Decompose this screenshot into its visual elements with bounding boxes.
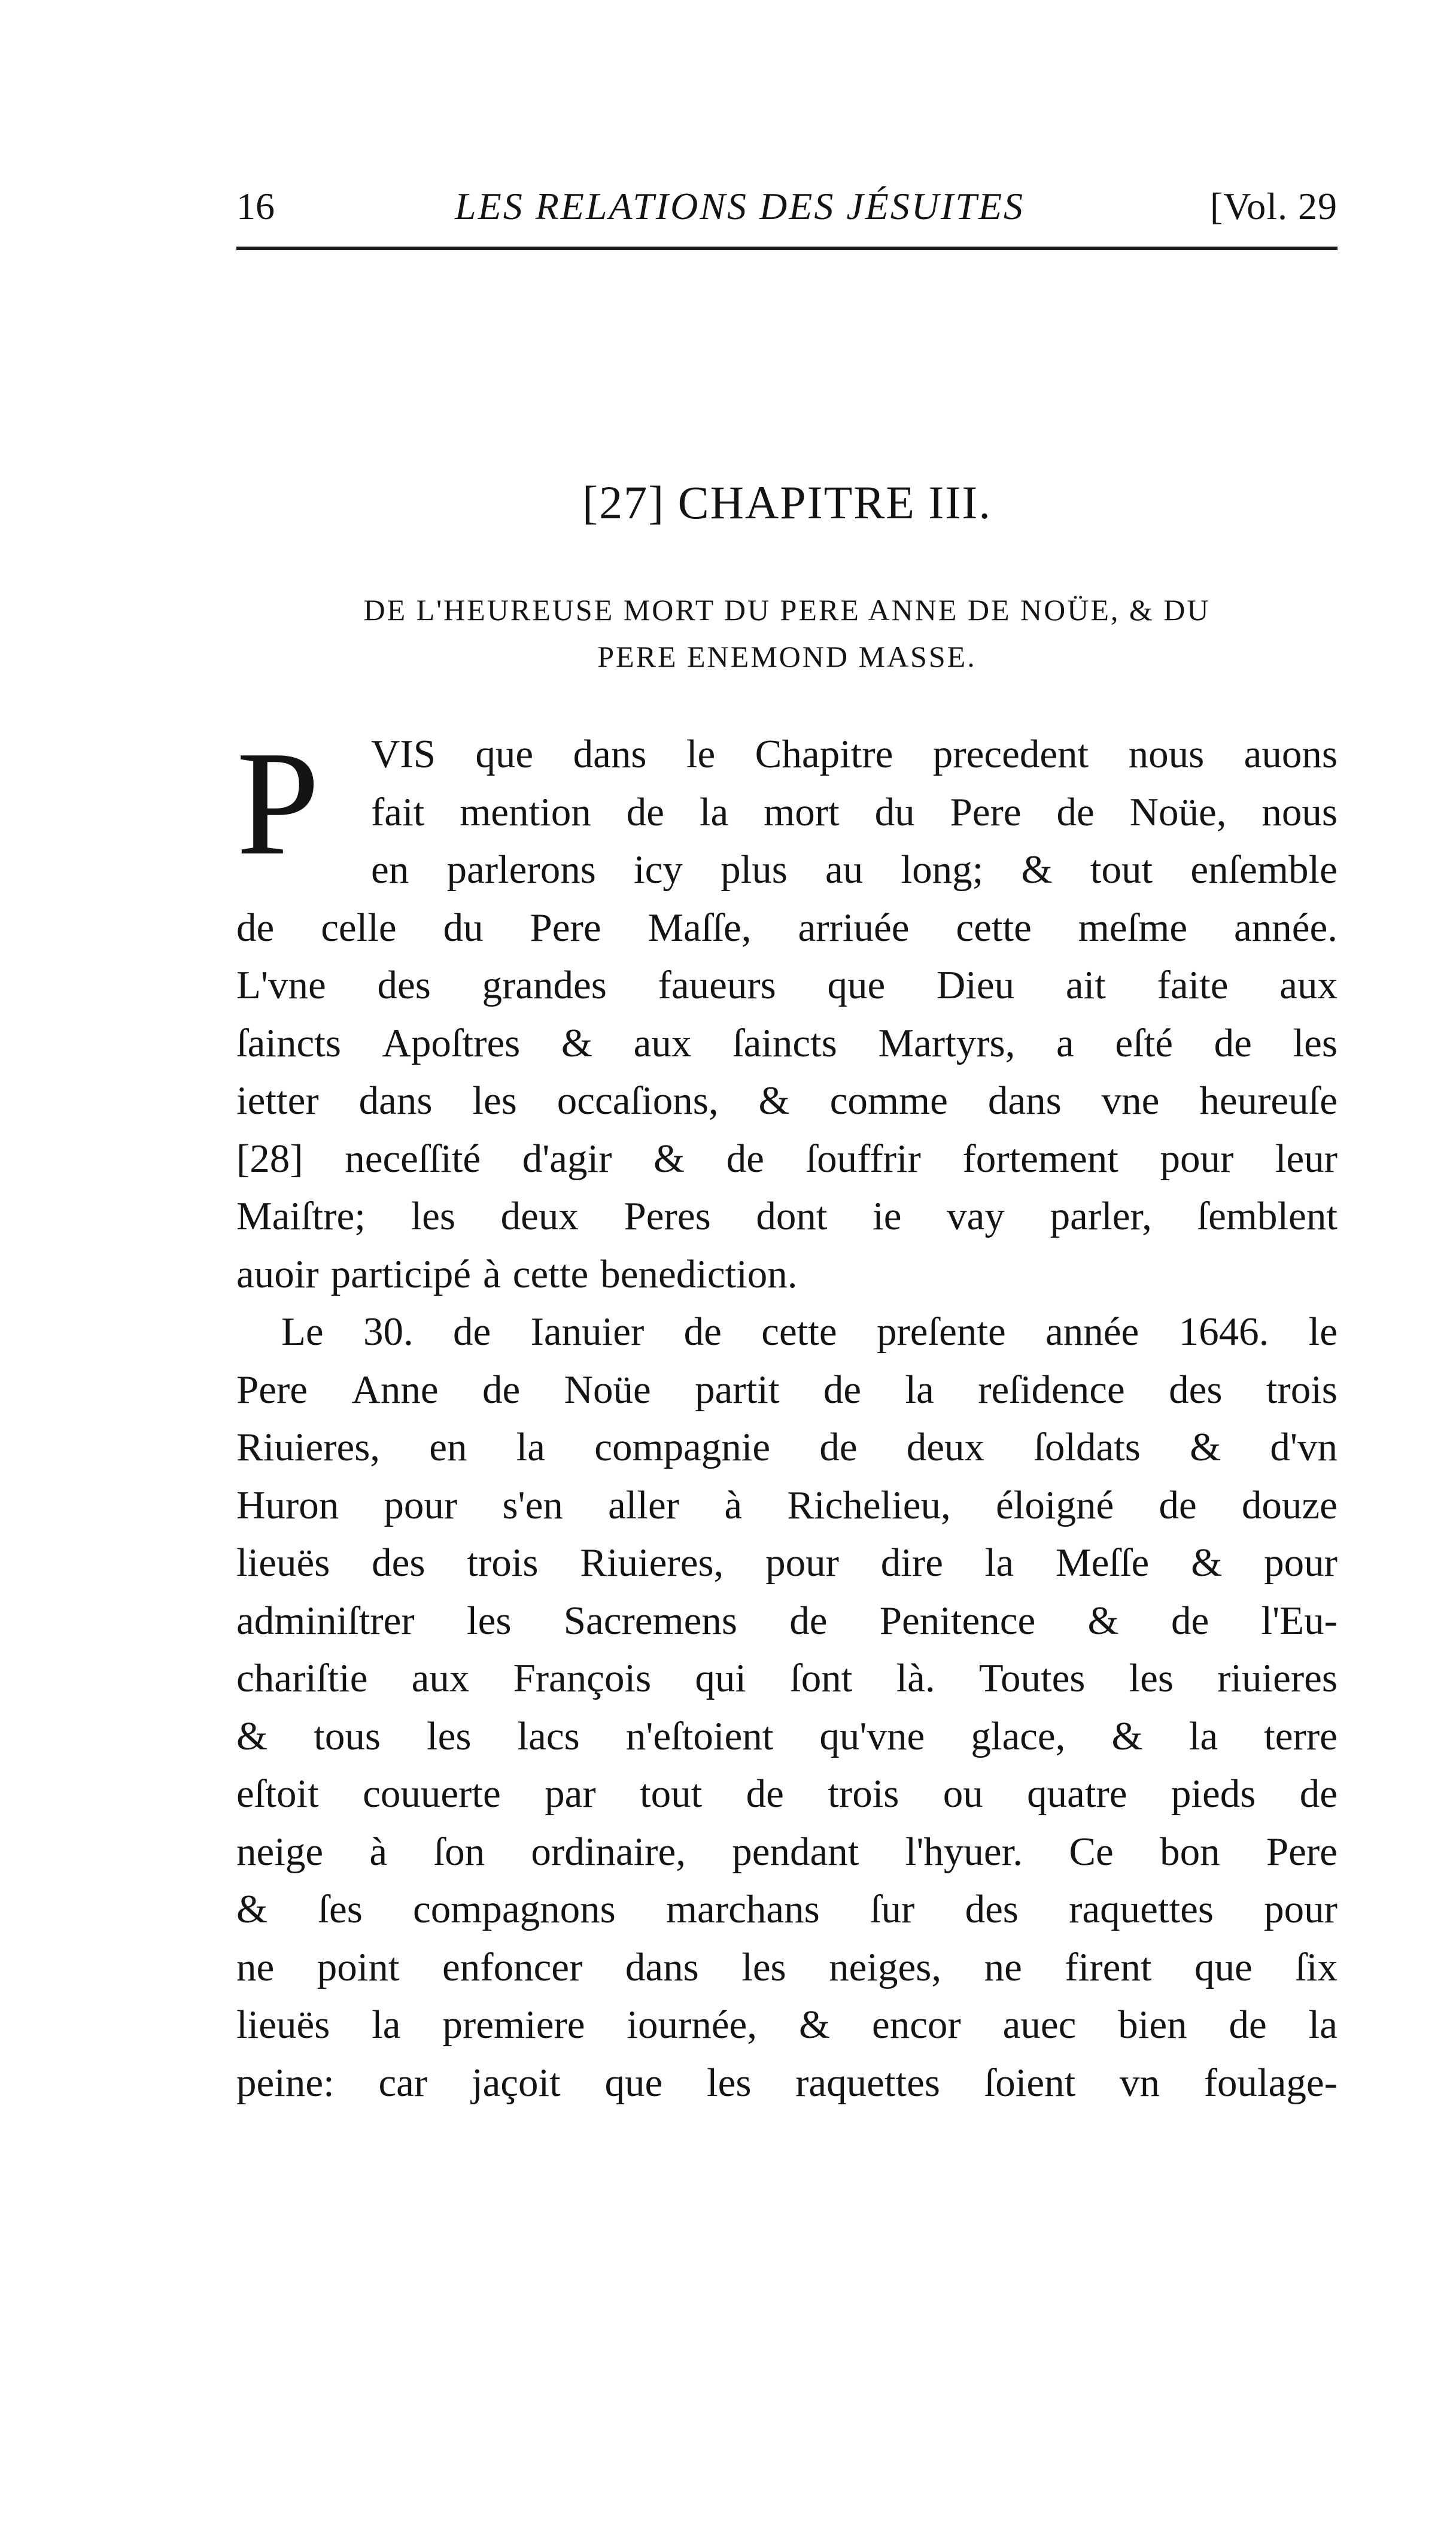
- text-word: pour: [384, 1482, 458, 1527]
- text-word: Toutes: [978, 1656, 1086, 1700]
- text-word: d'vn: [1270, 1425, 1338, 1469]
- text-word: année.: [1234, 905, 1338, 950]
- text-word: jaçoit: [471, 2060, 561, 2105]
- text-word: au: [825, 847, 864, 892]
- text-word: de: [1171, 1598, 1209, 1643]
- text-word: auoir: [236, 1251, 319, 1296]
- text-word: aux: [633, 1020, 692, 1065]
- text-word: peine:: [236, 2060, 335, 2105]
- header-rule: [236, 247, 1338, 250]
- text-line: [236, 1361, 1338, 1419]
- text-word: lieuës: [236, 1541, 330, 1585]
- text-line: [236, 783, 1338, 841]
- text-word: des: [372, 1541, 425, 1585]
- volume-label: [Vol. 29: [1209, 185, 1338, 227]
- body-text: [236, 721, 1338, 2111]
- text-word: reſidence: [978, 1367, 1125, 1412]
- text-word: terre: [1264, 1713, 1338, 1758]
- text-word: encor: [871, 2003, 961, 2047]
- chapter-subtitle: [236, 587, 1338, 680]
- text-word: que: [827, 963, 886, 1007]
- text-word: &: [236, 1887, 268, 1931]
- text-word: neceſſité: [345, 1136, 481, 1181]
- text-word: d'agir: [522, 1136, 612, 1181]
- text-line: [236, 2054, 1338, 2112]
- text-word: la: [905, 1367, 934, 1412]
- text-word: ſaincts: [236, 1020, 341, 1065]
- text-line: [236, 1245, 1338, 1304]
- text-word: quatre: [1027, 1772, 1127, 1816]
- text-word: l'hyuer.: [905, 1829, 1023, 1874]
- text-line: [236, 1303, 1338, 1361]
- text-word: de: [1299, 1772, 1338, 1816]
- text-word: Noüe,: [1129, 789, 1227, 834]
- text-word: du: [443, 905, 484, 950]
- text-line: [236, 1708, 1338, 1766]
- text-word: [28]: [236, 1136, 303, 1181]
- text-word: tout: [1090, 847, 1153, 892]
- text-word: a: [1056, 1020, 1074, 1065]
- text-word: L'vne: [236, 963, 326, 1007]
- text-word: pour: [1264, 1541, 1338, 1585]
- text-word: que: [475, 732, 534, 776]
- text-word: de: [453, 1310, 491, 1354]
- running-title: LES RELATIONS DES JÉSUITES: [455, 185, 1025, 227]
- text-word: enſemble: [1190, 847, 1338, 892]
- text-word: adminiſtrer: [236, 1598, 415, 1643]
- text-word: foulage-: [1203, 2060, 1338, 2105]
- text-word: raquettes: [1069, 1887, 1214, 1931]
- text-line: [236, 1418, 1338, 1476]
- text-word: Sacremens: [563, 1598, 737, 1643]
- text-word: à: [483, 1251, 501, 1296]
- text-word: parler,: [1050, 1194, 1152, 1238]
- text-word: la: [699, 789, 729, 834]
- text-word: les: [706, 2060, 752, 2105]
- text-word: le: [686, 732, 716, 776]
- text-word: ordinaire,: [531, 1829, 686, 1874]
- text-word: en: [429, 1425, 467, 1469]
- text-word: nous: [1128, 732, 1205, 776]
- text-word: Peres: [624, 1194, 711, 1238]
- text-word: occaſions,: [557, 1078, 719, 1123]
- text-line: [236, 725, 1338, 783]
- text-word: les: [427, 1713, 472, 1758]
- drop-cap: P: [236, 721, 320, 886]
- text-word: &: [1190, 1425, 1221, 1469]
- text-word: Apoſtres: [382, 1020, 521, 1065]
- text-word: benediction.: [600, 1251, 798, 1296]
- text-word: lacs: [517, 1713, 580, 1758]
- text-word: cette: [761, 1310, 837, 1354]
- text-word: &: [798, 2003, 831, 2047]
- text-word: enfoncer: [442, 1945, 583, 1989]
- text-word: Riuieres,: [580, 1541, 724, 1585]
- text-word: la: [984, 1541, 1014, 1585]
- text-word: ne: [236, 1945, 275, 1989]
- text-word: vn: [1119, 2060, 1160, 2105]
- text-word: cette: [956, 905, 1032, 950]
- text-word: riuieres: [1217, 1656, 1338, 1700]
- text-word: Dieu: [936, 963, 1015, 1007]
- text-word: que: [604, 2060, 663, 2105]
- text-word: fait: [371, 789, 425, 834]
- text-word: les: [472, 1078, 517, 1123]
- text-word: neige: [236, 1829, 324, 1874]
- text-word: arriuée: [798, 905, 910, 950]
- text-word: precedent: [932, 732, 1089, 776]
- text-word: car: [378, 2060, 428, 2105]
- text-word: de: [746, 1772, 784, 1816]
- text-word: trois: [828, 1772, 899, 1816]
- text-word: de: [1214, 1020, 1252, 1065]
- text-word: de: [626, 789, 664, 834]
- text-word: grandes: [482, 963, 607, 1007]
- text-word: s'en: [502, 1482, 563, 1527]
- text-word: glace,: [971, 1713, 1066, 1758]
- text-word: les: [741, 1945, 786, 1989]
- text-word: leur: [1275, 1136, 1338, 1181]
- text-word: la: [516, 1425, 546, 1469]
- text-word: dont: [756, 1194, 828, 1238]
- text-word: bien: [1118, 2003, 1187, 2047]
- text-word: n'eſtoient: [625, 1713, 774, 1758]
- text-word: ſont: [790, 1656, 853, 1700]
- text-word: Anne: [351, 1367, 439, 1412]
- text-line: [236, 841, 1338, 899]
- text-word: Noüe: [564, 1367, 651, 1412]
- text-word: eſtoit: [236, 1772, 319, 1816]
- text-word: icy: [634, 847, 683, 892]
- text-word: fortement: [962, 1136, 1118, 1181]
- text-word: 30.: [363, 1310, 414, 1354]
- text-word: &: [1111, 1713, 1143, 1758]
- text-word: partit: [695, 1367, 780, 1412]
- text-word: mort: [764, 789, 840, 834]
- text-word: du: [874, 789, 915, 834]
- text-word: ſaincts: [732, 1020, 837, 1065]
- text-word: &: [236, 1713, 268, 1758]
- text-line: [236, 1823, 1338, 1881]
- text-word: Maſſe,: [648, 905, 752, 950]
- text-word: par: [545, 1772, 596, 1816]
- text-word: ne: [984, 1945, 1022, 1989]
- text-word: Pere: [236, 1367, 308, 1412]
- text-word: participé: [330, 1251, 472, 1296]
- text-word: vay: [947, 1194, 1005, 1238]
- text-word: Riuieres,: [236, 1425, 381, 1469]
- text-word: bon: [1160, 1829, 1220, 1874]
- text-word: ietter: [236, 1078, 319, 1123]
- text-word: trois: [1266, 1367, 1338, 1412]
- text-word: compagnons: [413, 1887, 616, 1931]
- text-word: ſoient: [984, 2060, 1076, 2105]
- text-word: pour: [765, 1541, 839, 1585]
- text-word: point: [317, 1945, 400, 1989]
- text-word: ſemblent: [1197, 1194, 1338, 1238]
- chapter-heading: [27] CHAPITRE III.: [582, 476, 992, 528]
- text-word: de: [1229, 2003, 1267, 2047]
- text-word: Pere: [530, 905, 601, 950]
- text-word: auec: [1002, 2003, 1077, 2047]
- text-word: des: [1169, 1367, 1223, 1412]
- text-word: comme: [829, 1078, 948, 1123]
- text-word: Richelieu,: [787, 1482, 951, 1527]
- text-word: les: [1129, 1656, 1174, 1700]
- text-word: de: [819, 1425, 858, 1469]
- text-line: [236, 1880, 1338, 1939]
- text-word: eſté: [1115, 1020, 1174, 1065]
- text-line: [236, 899, 1338, 957]
- text-word: de: [683, 1310, 722, 1354]
- text-word: l'Eu-: [1261, 1598, 1338, 1643]
- text-word: en: [371, 847, 409, 892]
- text-word: trois: [467, 1541, 539, 1585]
- text-word: tout: [640, 1772, 703, 1816]
- text-word: ſouffrir: [805, 1136, 921, 1181]
- running-head: [236, 183, 1338, 230]
- text-word: Ce: [1069, 1829, 1114, 1874]
- text-word: mention: [460, 789, 591, 834]
- text-word: les: [1293, 1020, 1338, 1065]
- text-word: de: [726, 1136, 764, 1181]
- text-word: firent: [1065, 1945, 1152, 1989]
- page-number: 16: [236, 185, 275, 227]
- text-word: Le: [281, 1310, 324, 1354]
- text-word: &: [653, 1136, 685, 1181]
- text-word: Pere: [1266, 1829, 1338, 1874]
- text-line: [236, 1187, 1338, 1245]
- chapter-subtitle-line: PERE ENEMOND MASSE.: [597, 640, 977, 673]
- text-word: qu'vne: [819, 1713, 925, 1758]
- text-word: tous: [314, 1713, 381, 1758]
- text-line: [236, 1649, 1338, 1708]
- text-word: dire: [880, 1541, 943, 1585]
- text-word: pieds: [1171, 1772, 1256, 1816]
- text-word: lieuës: [236, 2003, 330, 2047]
- text-word: Maiſtre;: [236, 1194, 366, 1238]
- text-word: aux: [411, 1656, 470, 1700]
- text-word: de: [1159, 1482, 1197, 1527]
- text-word: &: [1021, 847, 1053, 892]
- text-word: de: [789, 1598, 828, 1643]
- text-word: ſon: [433, 1829, 485, 1874]
- text-word: qui: [695, 1656, 746, 1700]
- text-word: la: [372, 2003, 401, 2047]
- text-word: ſix: [1295, 1945, 1338, 1989]
- text-word: la: [1188, 1713, 1218, 1758]
- text-word: plus: [721, 847, 788, 892]
- text-word: Huron: [236, 1482, 339, 1527]
- text-word: 1646.: [1178, 1310, 1269, 1354]
- text-line: [236, 1534, 1338, 1592]
- text-word: Meſſe: [1056, 1541, 1150, 1585]
- text-word: de: [1056, 789, 1095, 834]
- text-line: [236, 1996, 1338, 2054]
- chapter-subtitle-line: DE L'HEUREUSE MORT DU PERE ANNE DE NOÜE, & DU: [363, 593, 1211, 627]
- text-word: ou: [943, 1772, 983, 1816]
- text-word: de: [482, 1367, 521, 1412]
- text-word: ie: [873, 1194, 902, 1238]
- text-word: Martyrs,: [878, 1020, 1016, 1065]
- text-word: celle: [321, 905, 397, 950]
- text-word: vne: [1101, 1078, 1160, 1123]
- text-word: ait: [1065, 963, 1106, 1007]
- text-line: [236, 1765, 1338, 1823]
- text-word: là.: [896, 1656, 935, 1700]
- text-word: année: [1045, 1310, 1139, 1354]
- text-line: [236, 956, 1338, 1014]
- text-word: pendant: [732, 1829, 859, 1874]
- text-word: long;: [901, 847, 984, 892]
- text-word: &: [758, 1078, 790, 1123]
- text-word: Ianuier: [530, 1310, 645, 1354]
- text-line: [236, 1476, 1338, 1535]
- text-word: deux: [906, 1425, 985, 1469]
- text-line: [236, 1939, 1338, 1997]
- text-word: à: [724, 1482, 743, 1527]
- text-word: des: [377, 963, 431, 1007]
- text-word: auons: [1244, 732, 1338, 776]
- text-word: aux: [1279, 963, 1338, 1007]
- text-word: faueurs: [658, 963, 776, 1007]
- text-word: meſme: [1078, 905, 1188, 950]
- text-word: ſur: [870, 1887, 915, 1931]
- text-word: à: [369, 1829, 388, 1874]
- text-word: la: [1308, 2003, 1338, 2047]
- text-word: premiere: [442, 2003, 585, 2047]
- text-word: couuerte: [363, 1772, 501, 1816]
- text-word: compagnie: [594, 1425, 771, 1469]
- text-word: chariſtie: [236, 1656, 368, 1700]
- text-word: dans: [573, 732, 647, 776]
- text-word: dans: [987, 1078, 1062, 1123]
- text-word: faite: [1157, 963, 1229, 1007]
- text-line: [236, 1130, 1338, 1188]
- text-word: iournée,: [627, 2003, 758, 2047]
- text-word: nous: [1262, 789, 1338, 834]
- text-word: raquettes: [795, 2060, 940, 2105]
- text-word: Chapitre: [755, 732, 893, 776]
- text-word: pour: [1264, 1887, 1338, 1931]
- text-word: &: [561, 1020, 592, 1065]
- text-word: ſoldats: [1034, 1425, 1141, 1469]
- text-word: dans: [625, 1945, 699, 1989]
- text-word: François: [513, 1656, 652, 1700]
- text-word: deux: [500, 1194, 579, 1238]
- text-word: de: [823, 1367, 862, 1412]
- text-word: douze: [1241, 1482, 1338, 1527]
- text-word: marchans: [665, 1887, 820, 1931]
- text-line: [236, 1072, 1338, 1130]
- text-word: &: [1191, 1541, 1223, 1585]
- text-word: le: [1308, 1310, 1338, 1354]
- text-word: éloigné: [996, 1482, 1114, 1527]
- text-word: les: [411, 1194, 455, 1238]
- text-word: les: [466, 1598, 512, 1643]
- text-word: VIS: [371, 732, 436, 776]
- text-word: dans: [358, 1078, 433, 1123]
- text-word: &: [1087, 1598, 1119, 1643]
- text-word: ſes: [318, 1887, 363, 1931]
- text-word: que: [1194, 1945, 1253, 1989]
- text-word: heureuſe: [1199, 1078, 1338, 1123]
- text-word: Pere: [950, 789, 1022, 834]
- text-word: cette: [512, 1251, 589, 1296]
- text-word: Penitence: [879, 1598, 1036, 1643]
- text-word: des: [965, 1887, 1019, 1931]
- text-line: [236, 1592, 1338, 1650]
- text-word: parlerons: [446, 847, 596, 892]
- text-line: [236, 1014, 1338, 1073]
- text-word: neiges,: [829, 1945, 942, 1989]
- text-word: pour: [1160, 1136, 1234, 1181]
- text-word: de: [236, 905, 275, 950]
- text-word: aller: [608, 1482, 680, 1527]
- text-word: preſente: [876, 1310, 1006, 1354]
